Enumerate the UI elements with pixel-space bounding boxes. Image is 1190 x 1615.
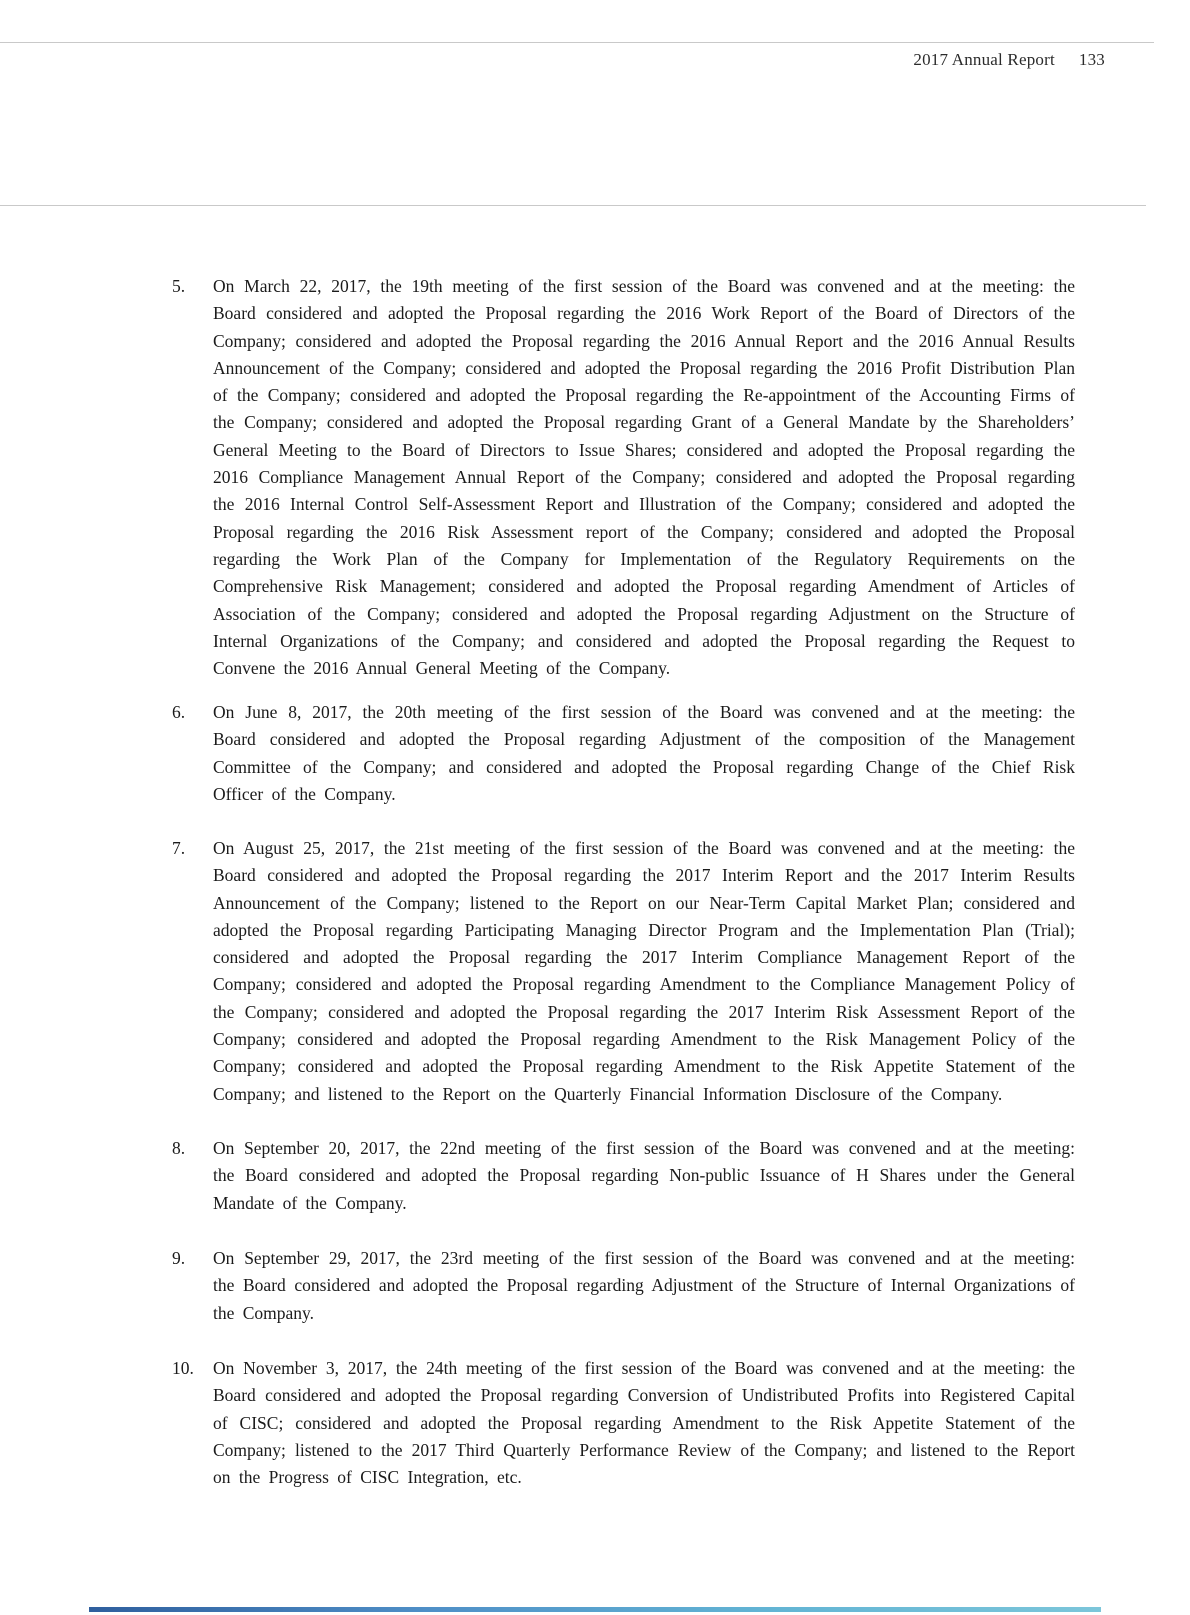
page-number: 133 (1078, 50, 1105, 69)
list-item-text: On September 29, 2017, the 23rd meeting of the first session of the Board was convened and at the meeting: the Board considered and adopted the Proposal regarding Adjustment of the Structure of Internal Organizations of the Company. (213, 1248, 1075, 1323)
list-item-number: 10. (172, 1358, 194, 1378)
list-item (172, 1355, 1075, 1491)
list-item-number: 6. (172, 702, 186, 722)
list-item (172, 1245, 1075, 1327)
list-item-text: On March 22, 2017, the 19th meeting of the first session of the Board was convened and at the meeting: the Board considered and adopted the Proposal regarding the 2016 Work Report of the Board of Directors of the Company; considered and adopted the Proposal regarding the 2016 Annual Report and the 2016 Annual Results Announcement of the Company; considered and adopted the Proposal regarding the 2016 Profit Distribution Plan of the Company; considered and adopted the Proposal regarding the Re-appointment of the Accounting Firms of the Company; considered and adopted the Proposal regarding Grant of a General Mandate by the Shareholders’ General Meeting to the Board of Directors to Issue Shares; considered and adopted the Proposal regarding the 2016 Compliance Management Annual Report of the Company; considered and adopted the Proposal regarding the 2016 Internal Control Self-Assessment Report and Illustration of the Company; considered and adopted the Proposal regarding the 2016 Risk Assessment report of the Company; considered and adopted the Proposal regarding the Work Plan of the Company for Implementation of the Regulatory Requirements on the Comprehensive Risk Management; considered and adopted the Proposal regarding Amendment of Articles of Association of the Company; considered and adopted the Proposal regarding Adjustment on the Structure of Internal Organizations of the Company; and considered and adopted the Proposal regarding the Request to Convene the 2016 Annual General Meeting of the Company. (213, 276, 1075, 679)
list-item-number: 5. (172, 276, 186, 296)
list-item-text: On September 20, 2017, the 22nd meeting of the first session of the Board was convened and at the meeting: the Board considered and adopted the Proposal regarding Non-public Issuance of H Shares under the General Mandate of the Company. (213, 1138, 1075, 1213)
list-item-number: 9. (172, 1248, 186, 1268)
list-item (172, 835, 1075, 1108)
header-top-rule (0, 42, 1154, 43)
list-item (172, 1135, 1075, 1217)
list-item (172, 699, 1075, 808)
list-item (172, 273, 1075, 682)
list-item-text: On June 8, 2017, the 20th meeting of the first session of the Board was convened and at the meeting: the Board considered and adopted the Proposal regarding Adjustment of the composition of the Management Committee of the Company; and considered and adopted the Proposal regarding Change of the Chief Risk Officer of the Company. (213, 702, 1075, 804)
list-item-number: 7. (172, 838, 186, 858)
list-item-text: On November 3, 2017, the 24th meeting of the first session of the Board was convened and at the meeting: the Board considered and adopted the Proposal regarding Conversion of Undistributed Profits into Registered Capital of CISC; considered and adopted the Proposal regarding Amendment to the Risk Appetite Statement of the Company; listened to the 2017 Third Quarterly Performance Review of the Company; and listened to the Report on the Progress of CISC Integration, etc. (213, 1358, 1075, 1488)
report-title: 2017 Annual Report (913, 50, 1055, 69)
page-header (0, 50, 1105, 70)
header-lower-rule (0, 205, 1146, 206)
list-item-text: On August 25, 2017, the 21st meeting of the first session of the Board was convened and at the meeting: the Board considered and adopted the Proposal regarding the 2017 Interim Report and the 2017 Interim Results Announcement of the Company; listened to the Report on our Near-Term Capital Market Plan; considered and adopted the Proposal regarding Participating Managing Director Program and the Implementation Plan (Trial); considered and adopted the Proposal regarding the 2017 Interim Compliance Management Report of the Company; considered and adopted the Proposal regarding Amendment to the Compliance Management Policy of the Company; considered and adopted the Proposal regarding the 2017 Interim Risk Assessment Report of the Company; considered and adopted the Proposal regarding Amendment to the Risk Management Policy of the Company; considered and adopted the Proposal regarding Amendment to the Risk Appetite Statement of the Company; and listened to the Report on the Quarterly Financial Information Disclosure of the Company. (213, 838, 1075, 1104)
list-item-number: 8. (172, 1138, 186, 1158)
footer-accent-bar (89, 1607, 1101, 1612)
